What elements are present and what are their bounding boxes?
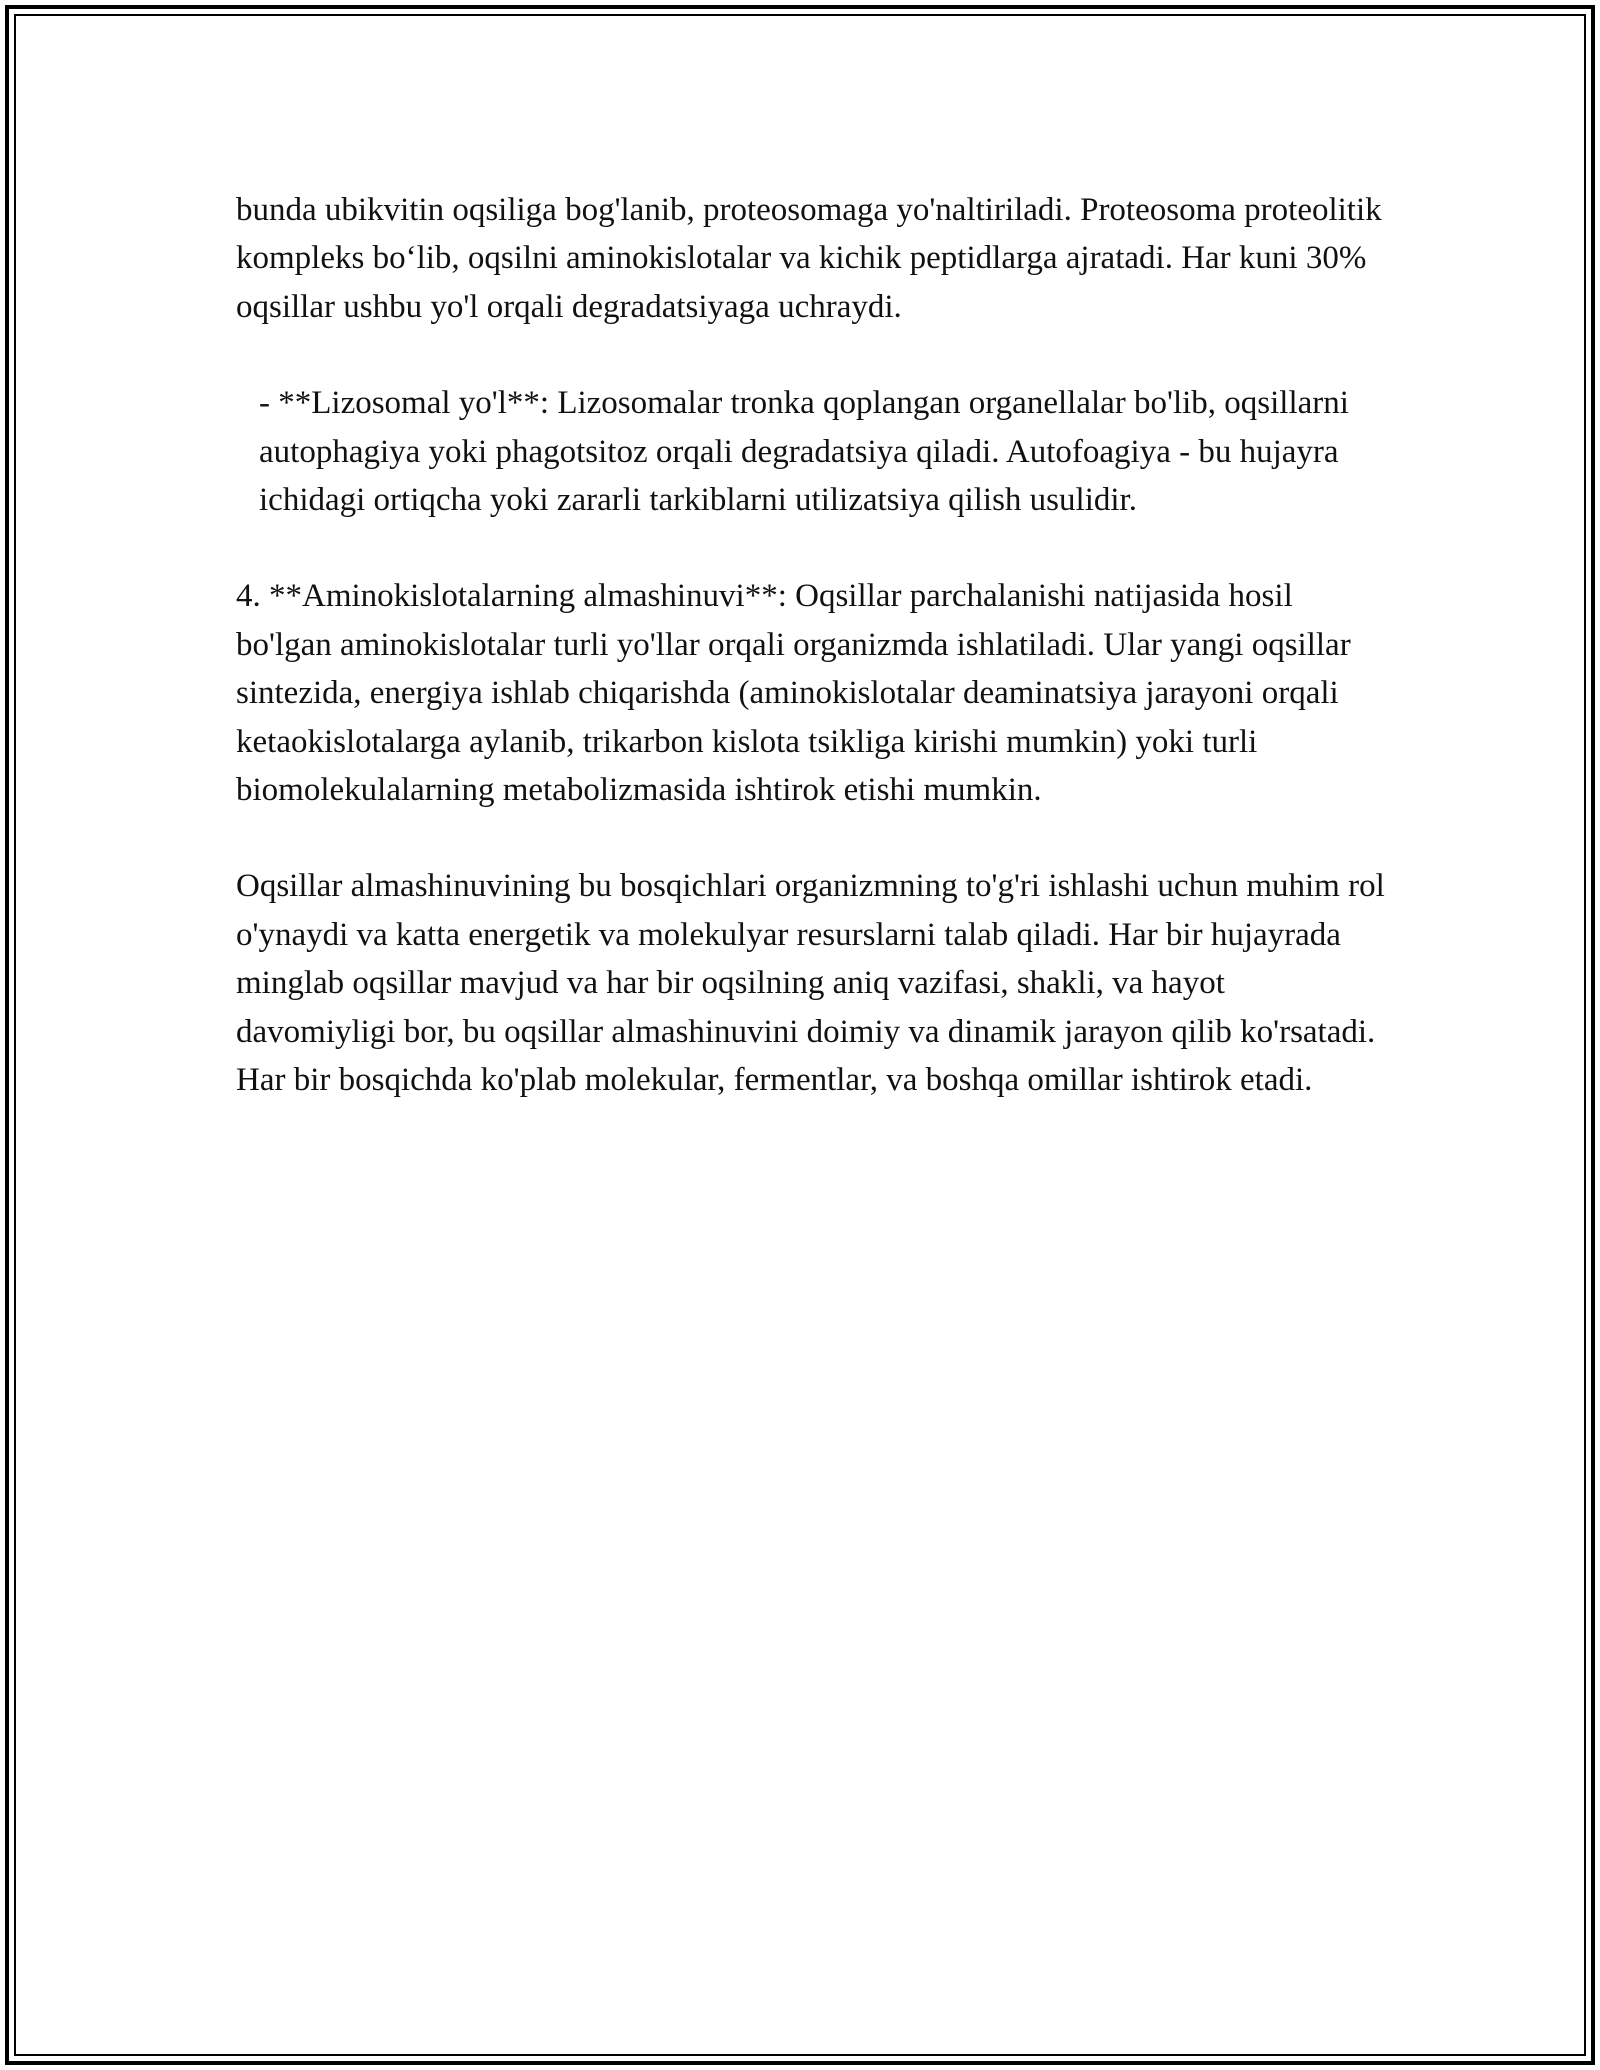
paragraph-proteasome: bunda ubikvitin oqsiliga bog'lanib, proteosomaga yo'naltiriladi. Proteosoma proteolitik kompleks bo‘lib, oqsilni aminokislotalar va kichik peptidlarga ajratadi. Har kuni 30% oqsillar ushbu yo'l orqali degradatsiyaga uchraydi. — [236, 192, 1390, 325]
paragraph-amino-acid-exchange: 4. **Aminokislotalarning almashinuvi**: Oqsillar parchalanishi natijasida hosil bo'lgan aminokislotalar turli yo'llar orqali organizmda ishlatiladi. Ular yangi oqsillar sintezida, energiya ishlab chiqarishda (aminokislotalar deaminatsiya jarayoni orqali ketaokislotalarga aylanib, trikarbon kislota tsikliga kirishi mumkin) yoki turli biomolekulalarning metabolizmasida ishtirok etishi mumkin. — [236, 578, 1359, 809]
paragraph-conclusion: Oqsillar almashinuvining bu bosqichlari organizmning to'g'ri ishlashi uchun muhim rol o'ynaydi va katta energetik va molekulyar resurslarni talab qiladi. Har bir hujayrada minglab oqsillar mavjud va har bir oqsilning aniq vazifasi, shakli, va hayot davomiyligi bor, bu oqsillar almashinuvini doimiy va dinamik jarayon qilib ko'rsatadi. Har bir bosqichda ko'plab molekular, fermentlar, va boshqa omillar ishtirok etadi. — [236, 868, 1393, 1099]
paragraph-lysosomal-pathway: - **Lizosomal yo'l**: Lizosomalar tronka qoplangan organellalar bo'lib, oqsillarni autophagiya yoki phagotsitoz orqali degradatsiya qiladi. Autofoagiya - bu hujayra ichidagi ortiqcha yoki zararli tarkiblarni utilizatsiya qilish usulidir. — [259, 385, 1358, 519]
document-body — [236, 186, 1393, 1153]
